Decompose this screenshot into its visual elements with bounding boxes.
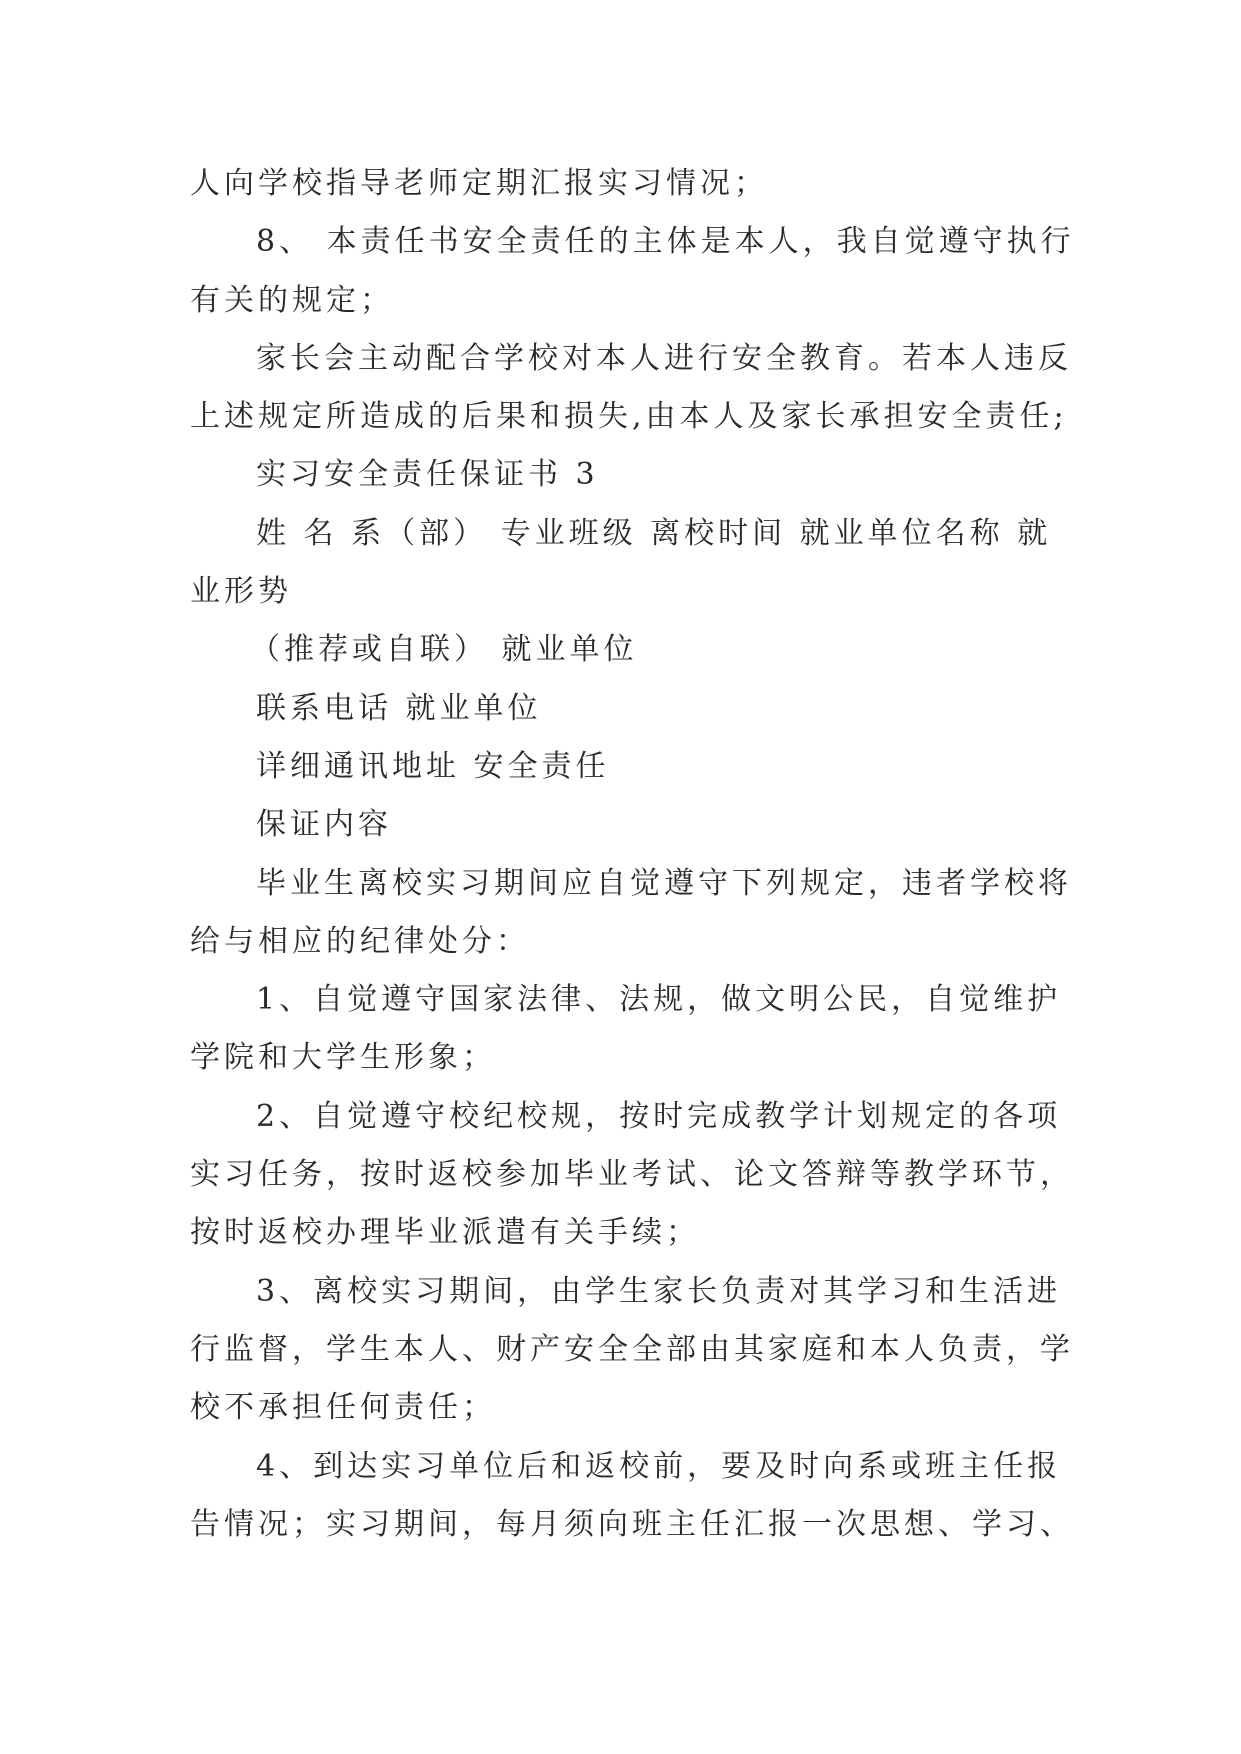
text-line: 告情况；实习期间，每月须向班主任汇报一次思想、学习、 [190,1506,1074,1542]
text-line: 行监督，学生本人、财产安全全部由其家庭和本人负责，学 [190,1331,1074,1367]
text-line: 联系电话 就业单位 [256,690,542,726]
text-line: 实习任务，按时返校参加毕业考试、论文答辩等教学环节， [190,1157,1074,1193]
section-heading: 实习安全责任保证书 3 [256,457,599,493]
text-line: 详细通讯地址 安全责任 [256,748,610,784]
text-line: （推荐或自联） 就业单位 [250,632,638,668]
text-line: 8、 本责任书安全责任的主体是本人，我自觉遵守执行 [256,224,1075,260]
text-line: 有关的规定； [190,282,394,318]
text-line: 人向学校指导老师定期汇报实习情况； [190,166,768,201]
text-line: 校不承担任何责任； [190,1390,496,1426]
text-line: 家长会主动配合学校对本人进行安全教育。若本人违反 [256,340,1072,376]
text-line: 毕业生离校实习期间应自觉遵守下列规定，违者学校将 [256,865,1072,901]
text-line: 按时返校办理毕业派遣有关手续； [190,1215,700,1251]
text-line: 业形势 [190,574,292,610]
list-item: 1、自觉遵守国家法律、法规，做文明公民，自觉维护 [256,982,1062,1018]
text-line: 保证内容 [256,807,392,843]
document-body [190,155,1075,1554]
text-line: 给与相应的纪律处分： [190,923,530,959]
list-item: 2、自觉遵守校纪校规，按时完成教学计划规定的各项 [256,1098,1062,1134]
text-line: 姓 名 系（部） 专业班级 离校时间 就业单位名称 就 [256,515,1052,551]
text-line: 上述规定所造成的后果和损失,由本人及家长承担安全责任; [190,399,1068,435]
text-line: 学院和大学生形象； [190,1040,496,1076]
list-item: 4、到达实习单位后和返校前，要及时向系或班主任报 [256,1448,1062,1484]
list-item: 3、离校实习期间，由学生家长负责对其学习和生活进 [256,1273,1062,1309]
